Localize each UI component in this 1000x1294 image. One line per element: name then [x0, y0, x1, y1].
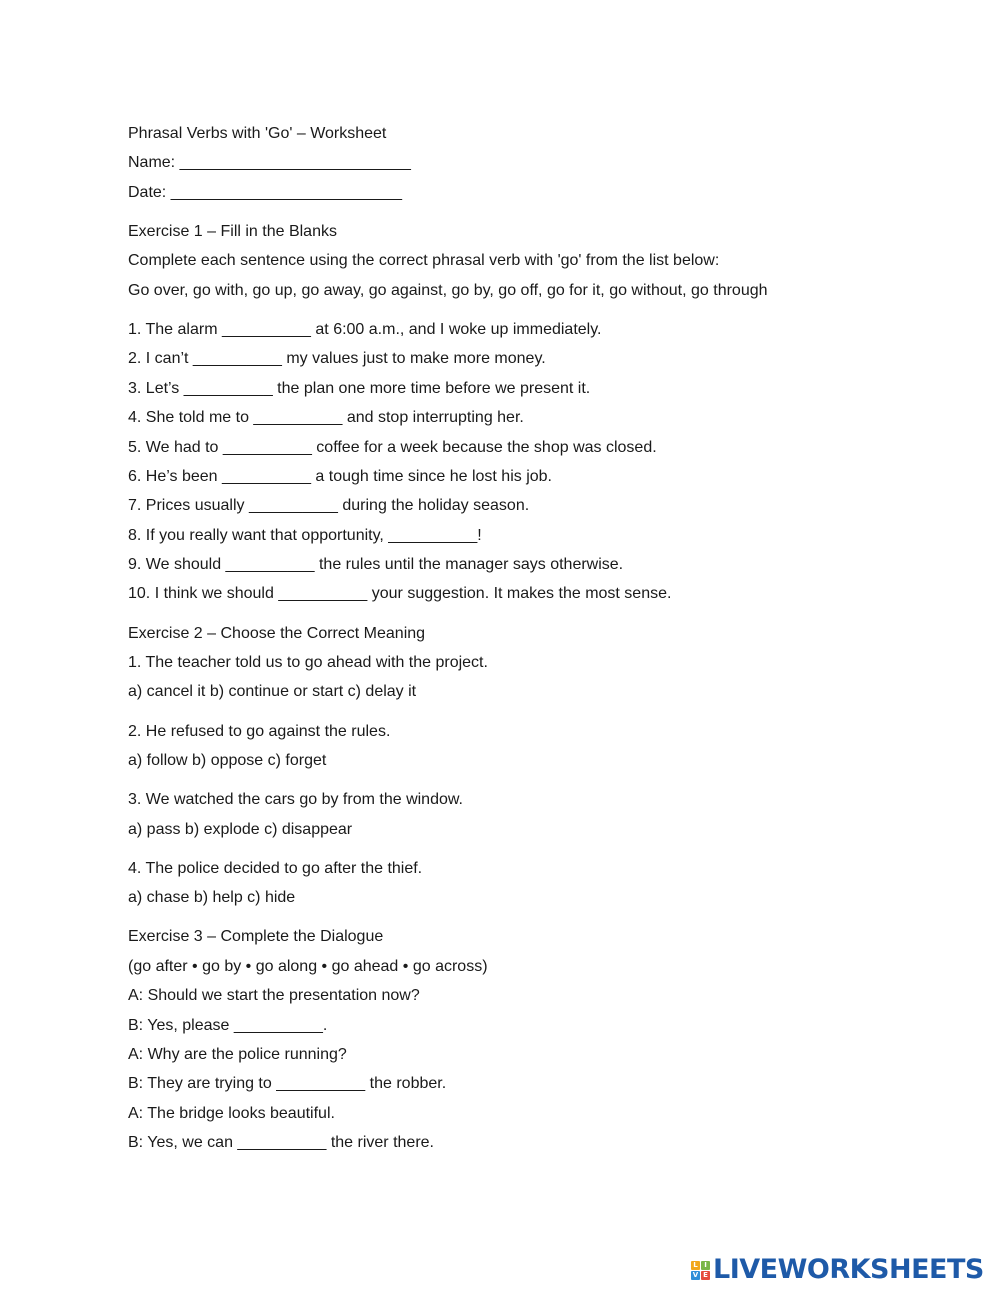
dialogue-line: A: Why are the police running?	[128, 1045, 347, 1063]
exercise3-word-bank: (go after • go by • go along • go ahead • go across)	[128, 957, 488, 975]
dialogue-line: A: The bridge looks beautiful.	[128, 1104, 335, 1122]
exercise2-question: 2. He refused to go against the rules.	[128, 722, 391, 740]
exercise2-options: a) cancel it b) continue or start c) delay it	[128, 683, 417, 701]
exercise2-question: 3. We watched the cars go by from the window.	[128, 791, 463, 809]
dialogue-line: B: Yes, please __________.	[128, 1016, 328, 1034]
exercise2-question: 4. The police decided to go after the thief.	[128, 859, 423, 877]
logo-mark-cell: I	[701, 1261, 710, 1270]
exercise2-options: a) pass b) explode c) disappear	[128, 820, 353, 838]
worksheet-title: Phrasal Verbs with 'Go' – Worksheet	[128, 125, 387, 142]
exercise2-question: 1. The teacher told us to go ahead with the project.	[128, 654, 488, 672]
logo-mark-cell: V	[692, 1270, 699, 1279]
exercise1-item: 8. If you really want that opportunity, __________!	[128, 526, 482, 544]
name-field: Name: __________________________	[128, 154, 411, 172]
dialogue-line: A: Should we start the presentation now?	[128, 987, 420, 1005]
liveworksheets-logo	[691, 1255, 984, 1285]
logo-mark-icon	[691, 1261, 710, 1280]
worksheet-page	[128, 124, 948, 1162]
exercise2-options: a) follow b) oppose c) forget	[128, 752, 327, 769]
exercise1-heading: Exercise 1 – Fill in the Blanks	[128, 222, 337, 240]
dialogue-line: B: They are trying to __________ the robber.	[128, 1075, 447, 1093]
exercise1-item: 4. She told me to __________ and stop interrupting her.	[128, 409, 524, 427]
exercise3-heading: Exercise 3 – Complete the Dialogue	[128, 928, 384, 946]
logo-mark-cell: E	[701, 1271, 710, 1280]
exercise1-item: 1. The alarm __________ at 6:00 a.m., and I woke up immediately.	[128, 320, 602, 338]
exercise1-instruction: Complete each sentence using the correct phrasal verb with 'go' from the list below:	[128, 252, 720, 270]
exercise1-item: 2. I can’t __________ my values just to make more money.	[128, 350, 546, 368]
exercise1-item: 9. We should __________ the rules until the manager says otherwise.	[128, 556, 624, 574]
exercise1-item: 7. Prices usually __________ during the holiday season.	[128, 497, 530, 515]
exercise1-word-bank: Go over, go with, go up, go away, go against, go by, go off, go for it, go without, go through	[128, 281, 768, 299]
exercise1-item: 5. We had to __________ coffee for a week because the shop was closed.	[128, 438, 657, 456]
exercise1-item: 3. Let’s __________ the plan one more time before we present it.	[128, 379, 591, 397]
exercise2-heading: Exercise 2 – Choose the Correct Meaning	[128, 624, 426, 642]
logo-mark-cell: L	[691, 1261, 700, 1270]
exercise2-options: a) chase b) help c) hide	[128, 889, 296, 907]
exercise1-item: 6. He’s been __________ a tough time since he lost his job.	[128, 467, 552, 485]
dialogue-line: B: Yes, we can __________ the river there.	[128, 1134, 434, 1152]
date-field: Date: __________________________	[128, 183, 403, 201]
logo-text: LIVEWORKSHEETS	[713, 1254, 984, 1285]
exercise1-item: 10. I think we should __________ your suggestion. It makes the most sense.	[128, 585, 672, 603]
